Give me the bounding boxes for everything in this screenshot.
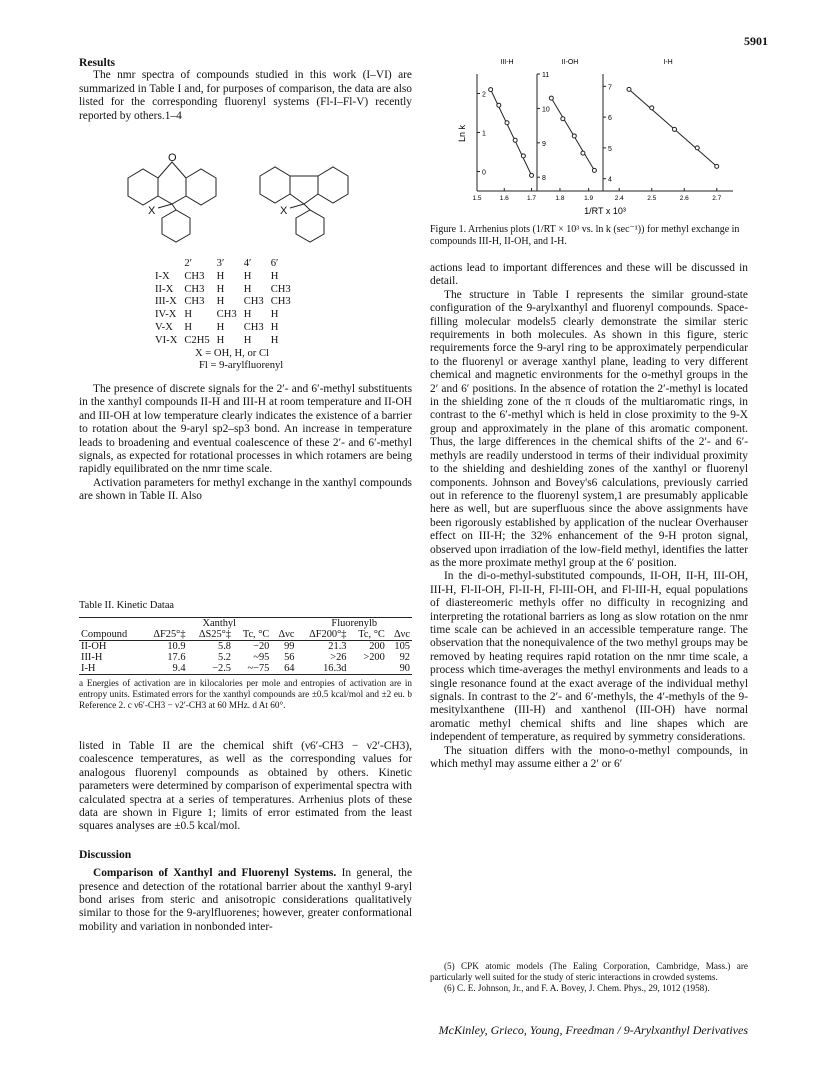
cell: CH3 [184, 270, 205, 282]
cell: 105 [394, 641, 410, 652]
table-row [79, 663, 412, 675]
xanthyl-oxygen-label: O [168, 152, 177, 164]
substituent-header: 4′ [243, 258, 252, 269]
table-ii-header: Compound [81, 629, 128, 640]
data-point [497, 103, 501, 107]
table-ii-header: Tc, °C [358, 629, 385, 640]
page-number: 5901 [744, 34, 768, 48]
cell: CH3 [184, 296, 205, 308]
substituent-header: 3′ [216, 258, 225, 269]
cell: 5.2 [218, 652, 232, 663]
substituent-header: 6′ [270, 258, 279, 269]
fluorenyl-aryl-ring [296, 210, 324, 242]
group-fluorenyl: Fluorenylb [331, 618, 378, 629]
right-paragraph-0: actions lead to important differences and these will be discussed in detail. [430, 262, 748, 288]
cell: II-X [155, 283, 174, 295]
table-ii-header-row [79, 629, 412, 641]
fluorenyl-x-label: X [280, 205, 288, 217]
table-row [79, 641, 412, 653]
cell: V-X [155, 321, 173, 333]
data-point [572, 134, 576, 138]
y-tick-label: 5 [608, 145, 612, 153]
xanthyl-right-ring [186, 169, 216, 205]
data-point [530, 173, 534, 177]
cell: CH3 [243, 296, 264, 308]
substituent-header-row [155, 258, 298, 271]
y-axis-label: Ln k [457, 124, 467, 142]
table-ii-group-row [79, 618, 412, 629]
right-paragraph-2: In the di-o-methyl-substituted compounds, II-OH, II-H, III-OH, III-H, Fl-II-OH, Fl-II-H, Fl-III-OH, and Fl-III-H, equal populations of diastereomeric methyls offer no difficulty in recognizing and interpreting the rotational barriers as long as slow rotation on the nmr time scale can be achieved in an accessible temperature range. The observation that the nonequivalence of the two methyl groups may be removed by heating requires rapid rotation on the nmr time scale, a process which time-averages the methyl environments and leads to a single resonance found at the exact average of the individual methyl signals. In contrast to the 2′- and 6′-methyls, the 4′-methyls of the 9-mesitylxanthene (III-H) and xanthenol (III-OH) have normal aromatic methyl chemical shifts and line shapes which are independent of temperature, as required by symmetry considerations. [430, 570, 748, 744]
cell: III-X [155, 296, 177, 308]
figure-1-chart [455, 44, 745, 219]
x-tick-label: 1.6 [499, 195, 509, 202]
cell: 64 [284, 663, 295, 674]
cell: H [243, 270, 252, 282]
cell: H [216, 321, 225, 333]
cell: >26 [330, 652, 347, 663]
substituent-header: 2′ [184, 258, 192, 269]
cell: II-OH [81, 641, 107, 652]
data-point [505, 121, 509, 125]
substituent-header [155, 258, 184, 271]
fluorenyl-right-ring [318, 167, 348, 203]
table-ii-header: Δνc [278, 629, 295, 640]
x-tick-label: 2.7 [712, 195, 722, 202]
group-xanthyl: Xanthyl [202, 618, 236, 629]
panel-label: III-H [500, 59, 514, 66]
fluorenyl-center-ring [290, 176, 318, 204]
y-tick-label: 11 [542, 72, 550, 79]
right-paragraph-1: The structure in Table I represents the similar ground-state configuration of the 9-arylxanthyl and fluorenyl compounds. Space-filling molecular models5 clearly demonstrate the similar steric requirements in both molecules. As shown in this figure, steric requirements force the 9-aryl ring to be approximately perpendicular to the fluorenyl or average xanthyl plane, leading to very different chemical and magnetic environments for the o-methyl groups in the 2′ and 6′ positions. In the absence of rotation the 2′-methyl is located in the shielding zone of the π clouds of the multiaromatic rings, in contrast to the 6′-methyl which is held in close proximity to the 9-X group and approximately in the plane of this aromatic component. Thus, the large differences in the chemical shifts of the 2′- and 6′-methyls are readily understood in terms of their individual proximity to the shielding and deshielding zones of the xanthyl or fluorenyl components. Johnson and Bovey's6 calculations, previously carried out in reference to the fluorenyl system,1 are presumably applicable here as well, but are superfluous since the above assignments have been rigorously established by application of the nuclear Overhauser effect on III-H; the 32% enhancement of the 9-H proton signal, observed upon irradiation of the low-field methyl, identifies the latter as the more proximate methyl group at the 6′ position. [430, 288, 748, 569]
cell: H [243, 309, 252, 321]
y-tick-label: 10 [542, 106, 550, 114]
cell: H [216, 270, 225, 282]
fit-line-0 [491, 90, 532, 176]
y-tick-label: 7 [608, 84, 612, 92]
cell: H [184, 309, 193, 321]
table-row [155, 284, 298, 297]
xanthyl-left-ring [128, 169, 158, 205]
y-tick-label: 8 [542, 175, 546, 183]
cell: IV-X [155, 309, 177, 321]
data-point [489, 88, 493, 92]
table-row [155, 309, 298, 322]
panel-label: I-H [663, 59, 673, 66]
table-ii-caption: Table II. Kinetic Dataa [79, 600, 175, 611]
x-tick-label: 2.5 [647, 195, 657, 202]
cell: H [243, 283, 252, 295]
xanthyl-center-ring [158, 162, 186, 204]
cell: H [270, 321, 279, 333]
cell: CH3 [243, 321, 264, 333]
data-point [650, 106, 654, 110]
table-ii-header: Δνc [394, 629, 410, 640]
table-row [79, 652, 412, 663]
cell: CH3 [270, 296, 291, 308]
cell: I-H [81, 663, 96, 674]
discussion-paragraph-1 [79, 867, 412, 934]
cell: 92 [399, 652, 410, 663]
table-ii-header: ΔS25°‡ [198, 629, 232, 640]
data-point [627, 87, 631, 91]
x-tick-label: 1.8 [555, 195, 565, 202]
cell: 90 [399, 663, 410, 674]
cell: H [270, 334, 279, 346]
results-paragraph-1: The nmr spectra of compounds studied in this work (I–VI) are summarized in Table I and, for purposes of comparison, the data are also listed for the corresponding fluorenyl systems (Fl-I–Fl-V) recently reported by others.1–4 [79, 69, 412, 122]
data-point [521, 154, 525, 158]
cell: H [184, 321, 193, 333]
table-row [155, 271, 298, 284]
cell: −2.5 [212, 663, 232, 674]
y-tick-label: 1 [482, 130, 486, 138]
cell: H [216, 283, 225, 295]
results-section [79, 56, 412, 123]
right-paragraph-3: The situation differs with the mono-o-methyl compounds, in which methyl may assume either a 2′ or 6′ [430, 744, 748, 771]
data-point [513, 138, 517, 142]
table-ii [79, 600, 412, 711]
cell: ~−75 [247, 663, 270, 674]
table-row [155, 335, 298, 348]
discussion-subheading: Comparison of Xanthyl and Fluorenyl Systems. [93, 867, 337, 880]
table-row [155, 296, 298, 309]
data-point [549, 96, 553, 100]
cell: H [270, 309, 279, 321]
results-paragraph-3: Activation parameters for methyl exchange in the xanthyl compounds are shown in Table II. Also [79, 476, 412, 503]
x-tick-label: 2.6 [679, 195, 689, 202]
discussion-heading: Discussion [79, 847, 132, 861]
cell: CH3 [216, 309, 237, 321]
data-point [695, 146, 699, 150]
fluorenyl-left-ring [260, 167, 290, 203]
cell: 9.4 [172, 663, 186, 674]
table-ii-header: ΔF25°‡ [153, 629, 186, 640]
y-tick-label: 6 [608, 115, 612, 123]
cell: 21.3 [328, 641, 347, 652]
substituent-note-fl: Fl = 9-arylfluorenyl [199, 360, 284, 372]
data-point [592, 168, 596, 172]
cell: 17.6 [167, 652, 186, 663]
cell: 16.3d [323, 663, 347, 674]
results-end [79, 740, 412, 934]
running-footer: McKinley, Grieco, Young, Freedman / 9-Arylxanthyl Derivatives [438, 1023, 748, 1037]
y-tick-label: 0 [482, 169, 486, 177]
x-tick-label: 1.9 [584, 195, 594, 202]
table-ii-header: Tc, °C [242, 629, 270, 640]
substituent-table [155, 258, 335, 373]
figure-1-caption: Figure 1. Arrhenius plots (1/RT × 10³ vs. ln k (sec⁻¹)) for methyl exchange in compounds III-H, II-OH, and I-H. [430, 224, 740, 247]
structure-diagram [110, 148, 370, 256]
results-paragraph-2: The presence of discrete signals for the 2′- and 6′-methyl substituents in the xanthyl compounds II-H and III-H at room temperature and II-OH and III-OH at low temperature clearly indicates the existence of a barrier to rotation about the 9-aryl sp2–sp3 bond. An increase in temperature leads to broadening and eventual coalescence of these 2′- and 6′-methyl signals, as expected for rotational processes in which rotamers are being rapidly equilibrated on the nmr time scale. [79, 383, 412, 476]
cell: H [216, 334, 225, 346]
x-tick-label: 2.4 [614, 195, 624, 202]
xanthyl-aryl-ring [162, 210, 190, 242]
cell: H [270, 270, 279, 282]
cell: 200 [369, 641, 385, 652]
table-ii-footnote: a Energies of activation are in kilocalories per mole and entropies of activation are in entropy units. Estimated errors for the xanthyl compounds are ±0.5 kcal/mol and ±2 eu. b Reference 2. c ν6′-CH3 − ν2′-CH3 at 60 MHz. d At 60°. [79, 678, 412, 710]
table-ii-header: ΔF200°‡ [309, 629, 347, 640]
cell: C2H5 [184, 334, 210, 346]
data-point [561, 117, 565, 121]
cell: I-X [155, 270, 170, 282]
y-tick-label: 4 [608, 176, 612, 184]
results-heading: Results [79, 56, 116, 69]
y-tick-label: 9 [542, 140, 546, 148]
results-continued [79, 383, 412, 504]
cell: CH3 [270, 283, 291, 295]
data-point [673, 127, 677, 131]
data-point [581, 151, 585, 155]
footnote-6: (6) C. E. Johnson, Jr., and F. A. Bovey, J. Chem. Phys., 29, 1012 (1958). [444, 983, 710, 993]
cell: H [216, 296, 225, 308]
discussion-text: In general, the presence and detection of the rotational barrier about the xanthyl 9-aryl bond arises from steric and anisotropic considerations qualitatively similar to those for the 9-arylfluorenes; however, greater conformational mobility and variation in nonbonded inter- [79, 867, 412, 933]
cell: H [243, 334, 252, 346]
x-tick-label: 1.5 [472, 195, 482, 202]
substituent-note-x: X = OH, H, or Cl [195, 347, 269, 359]
cell: −20 [253, 641, 270, 652]
table-row [155, 322, 298, 335]
cell: 10.9 [167, 641, 186, 652]
cell: VI-X [155, 334, 178, 346]
x-tick-label: 1.7 [527, 195, 537, 202]
cell: 56 [284, 652, 295, 663]
cell: ~95 [253, 652, 270, 663]
results-paragraph-4: listed in Table II are the chemical shift (ν6′-CH3 − ν2′-CH3), coalescence temperatures, as well as the corresponding values for analogous fluorenyl compounds as obtained by others. Kinetic parameters were determined by comparison of experimental spectra with calculated spectra at a series of temperatures. Arrhenius plots of these data are shown in Figure 1; limits of error estimated from the least squares analyses are ±0.5 kcal/mol. [79, 740, 412, 833]
y-tick-label: 2 [482, 91, 486, 99]
cell: III-H [81, 652, 103, 663]
cell: CH3 [184, 283, 205, 295]
footnote-5: (5) CPK atomic models (The Ealing Corporation, Cambridge, Mass.) are particularly well suited for the study of steric interactions in crowded systems. [430, 961, 748, 982]
footnotes [430, 961, 748, 994]
cell: 99 [284, 641, 295, 652]
cell: >200 [363, 652, 385, 663]
xanthyl-x-label: X [148, 205, 156, 217]
x-axis-label: 1/RT x 10³ [584, 206, 626, 216]
panel-label: II-OH [561, 59, 579, 66]
right-column-text [430, 262, 748, 771]
cell: 5.8 [218, 641, 232, 652]
cell [348, 663, 386, 675]
data-point [715, 164, 719, 168]
